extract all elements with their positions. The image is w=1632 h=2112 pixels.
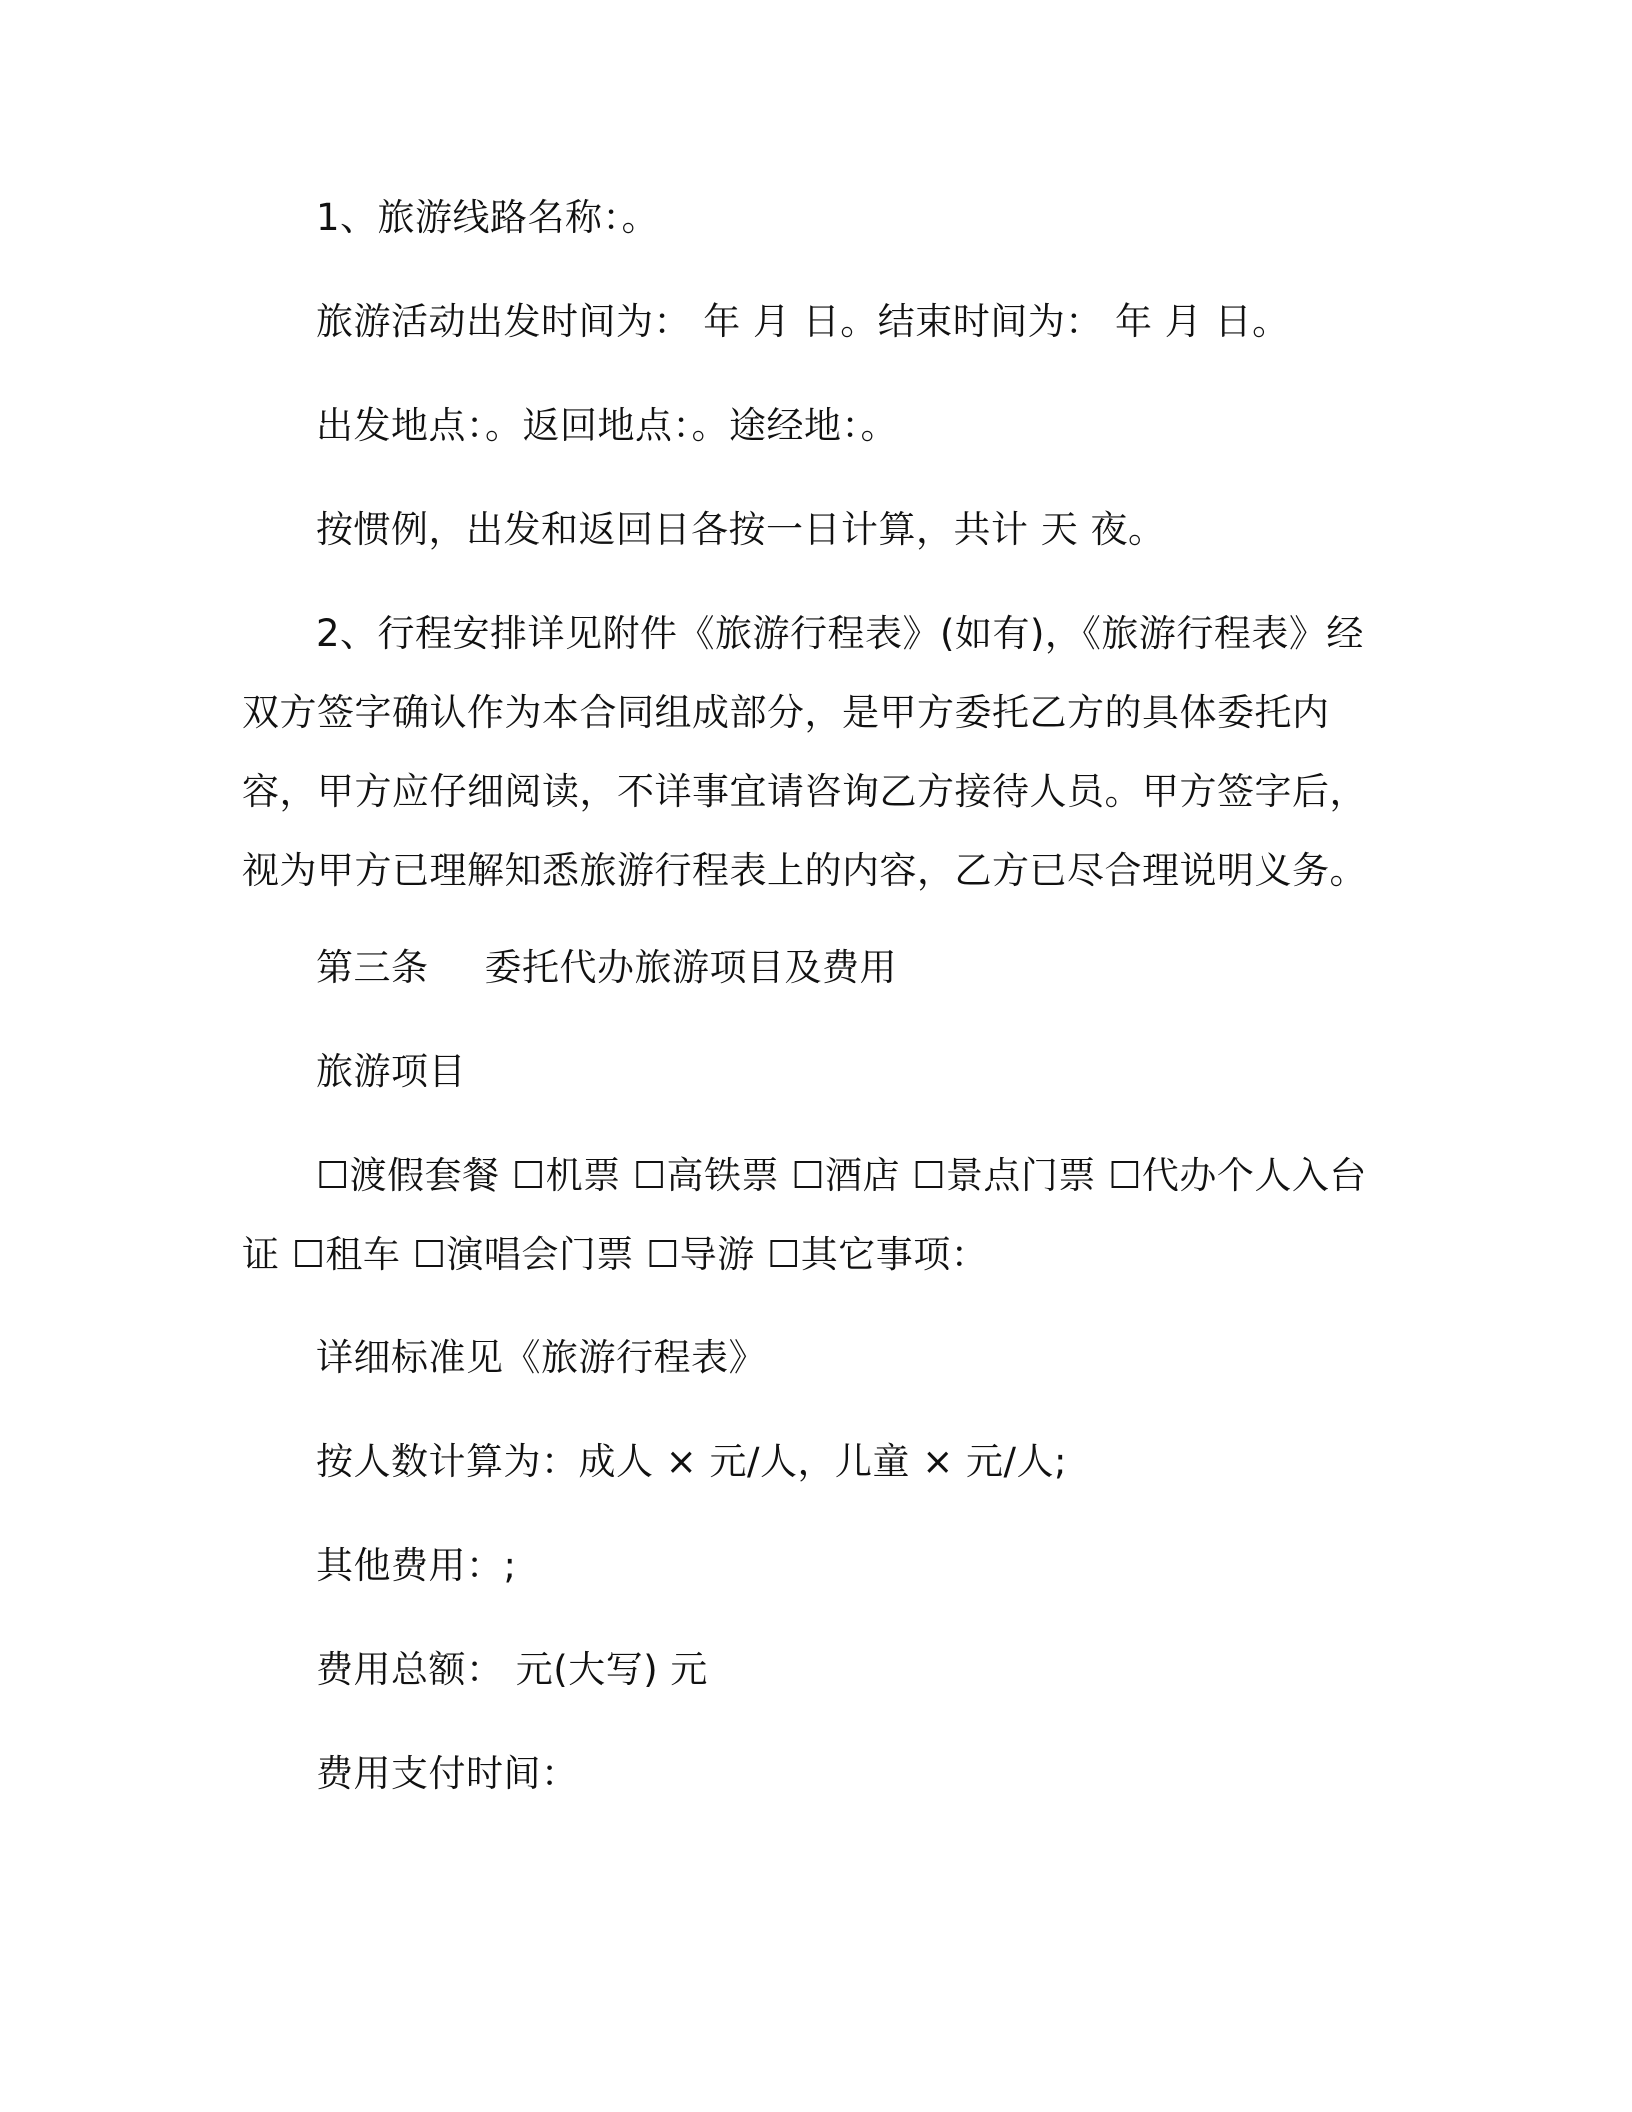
route-name-line: 1、旅游线路名称：。: [316, 196, 660, 239]
payment-time-line: 费用支付时间：: [316, 1752, 579, 1795]
locations-line: 出发地点：。返回地点：。途经地：。: [316, 404, 898, 447]
article-three-number: 第三条: [316, 946, 429, 989]
departure-time-line: 旅游活动出发时间为： 年 月 日。结束时间为： 年 月 日。: [316, 300, 1290, 343]
article-three-title: 委托代办旅游项目及费用: [484, 946, 897, 989]
items-heading: 旅游项目: [316, 1050, 466, 1093]
other-fees-line: 其他费用：;: [316, 1544, 517, 1587]
per-person-fee-line: 按人数计算为：成人 × 元/人，儿童 × 元/人;: [316, 1440, 1067, 1483]
items-checklist: ☐渡假套餐 ☐机票 ☐高铁票 ☐酒店 ☐景点门票 ☐代办个人入台证 ☐租车 ☐演唱会门票 ☐导游 ☐其它事项：: [242, 1154, 1367, 1276]
article-three-heading: [242, 928, 1392, 1007]
detail-standard-line: 详细标准见《旅游行程表》: [316, 1336, 766, 1379]
total-fee-line: 费用总额： 元(大写) 元: [316, 1648, 708, 1691]
duration-line: 按惯例，出发和返回日各按一日计算，共计 天 夜。: [316, 508, 1166, 551]
itinerary-paragraph: 2、行程安排详见附件《旅游行程表》(如有)，《旅游行程表》经双方签字确认作为本合同组成部分，是甲方委托乙方的具体委托内容，甲方应仔细阅读，不详事宜请咨询乙方接待人员。甲方签字后，视为甲方已理解知悉旅游行程表上的内容，乙方已尽合理说明义务。: [242, 612, 1367, 892]
